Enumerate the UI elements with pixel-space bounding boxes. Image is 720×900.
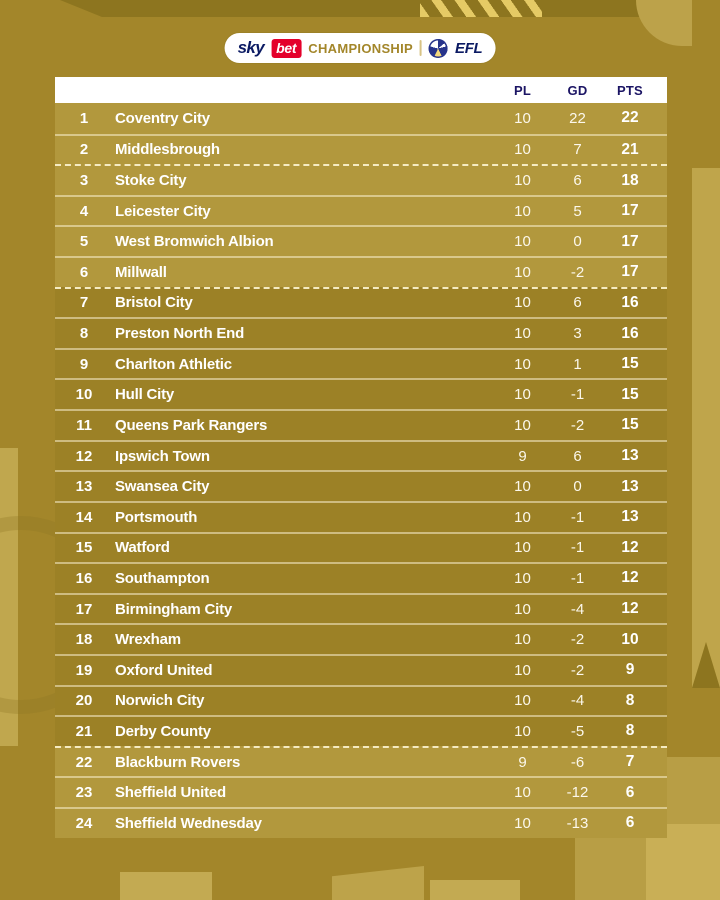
row-position: 7 [79, 294, 89, 312]
row-goal-difference: -12 [566, 784, 589, 802]
row-team-name: Queens Park Rangers [115, 416, 268, 434]
deco-top-corner [636, 0, 692, 46]
row-position: 12 [75, 447, 93, 465]
header-played: PL [513, 82, 531, 98]
efl-wordmark: EFL [454, 39, 483, 57]
sky-logo: sky [237, 38, 265, 57]
row-goal-difference: 5 [573, 202, 582, 220]
row-played: 10 [514, 325, 531, 343]
row-points: 12 [621, 538, 639, 556]
row-played: 10 [514, 508, 531, 526]
row-points: 16 [621, 293, 639, 311]
row-position: 22 [75, 753, 93, 771]
row-played: 10 [514, 631, 531, 649]
row-goal-difference: 22 [569, 109, 586, 127]
row-points: 17 [621, 232, 639, 250]
deco-bottom-bar [120, 872, 212, 900]
row-points: 17 [621, 263, 639, 281]
row-team-name: Southampton [115, 569, 210, 587]
row-played: 10 [514, 233, 531, 251]
row-points: 12 [621, 600, 639, 618]
row-played: 10 [514, 569, 531, 587]
row-position: 24 [75, 814, 93, 832]
row-points: 15 [621, 355, 639, 373]
row-team-name: Sheffield Wednesday [115, 814, 262, 832]
row-points: 10 [621, 630, 639, 648]
row-position: 17 [75, 600, 93, 618]
row-team-name: Preston North End [115, 325, 245, 343]
deco-top-stripes [420, 0, 542, 17]
table-body [55, 103, 667, 838]
deco-bottom-bar [430, 880, 520, 900]
row-position: 13 [75, 478, 93, 496]
row-points: 6 [625, 814, 635, 832]
row-goal-difference: 6 [573, 172, 582, 190]
table-row [55, 287, 667, 318]
table-row [55, 378, 667, 409]
table-row [55, 562, 667, 593]
row-goal-difference: -5 [570, 722, 585, 740]
row-points: 13 [621, 477, 639, 495]
row-points: 8 [625, 691, 635, 709]
row-position: 20 [75, 692, 93, 710]
row-points: 22 [621, 109, 639, 127]
row-goal-difference: 6 [573, 447, 582, 465]
row-team-name: West Bromwich Albion [115, 233, 274, 251]
header-goal-difference: GD [567, 82, 588, 98]
row-points: 17 [621, 202, 639, 220]
row-position: 5 [79, 233, 89, 251]
row-team-name: Charlton Athletic [115, 355, 232, 373]
table-row [55, 470, 667, 501]
row-position: 9 [79, 355, 89, 373]
row-team-name: Watford [115, 539, 170, 557]
header-points: PTS [617, 82, 643, 98]
row-team-name: Leicester City [115, 202, 211, 220]
league-table [55, 77, 667, 838]
row-team-name: Birmingham City [115, 600, 233, 618]
row-points: 12 [621, 569, 639, 587]
row-points: 15 [621, 385, 639, 403]
row-played: 10 [514, 722, 531, 740]
row-team-name: Sheffield United [115, 784, 226, 802]
row-played: 10 [514, 539, 531, 557]
row-team-name: Portsmouth [115, 508, 198, 526]
row-team-name: Oxford United [115, 661, 213, 679]
deco-bottom-bar [332, 866, 424, 900]
row-played: 10 [514, 141, 531, 159]
row-position: 10 [75, 386, 93, 404]
table-row [55, 685, 667, 716]
row-position: 14 [75, 508, 93, 526]
row-played: 10 [514, 814, 531, 832]
row-team-name: Coventry City [115, 109, 210, 127]
table-row [55, 195, 667, 226]
table-header-row [55, 77, 667, 103]
row-played: 10 [514, 386, 531, 404]
row-team-name: Derby County [115, 722, 211, 740]
table-row [55, 715, 667, 746]
row-position: 8 [79, 325, 89, 343]
row-points: 16 [621, 324, 639, 342]
row-goal-difference: -4 [570, 600, 585, 618]
table-row [55, 348, 667, 379]
row-position: 21 [75, 722, 93, 740]
row-goal-difference: -13 [566, 814, 589, 832]
row-goal-difference: 7 [573, 141, 582, 159]
row-played: 9 [518, 447, 527, 465]
row-goal-difference: 1 [573, 355, 582, 373]
row-played: 10 [514, 600, 531, 618]
row-goal-difference: -1 [570, 508, 585, 526]
table-row [55, 776, 667, 807]
row-goal-difference: -2 [570, 263, 585, 281]
row-team-name: Hull City [115, 386, 175, 404]
row-points: 13 [621, 508, 639, 526]
row-position: 16 [75, 569, 93, 587]
deco-right-strip [692, 168, 720, 688]
row-played: 10 [514, 478, 531, 496]
row-goal-difference: -1 [570, 569, 585, 587]
row-goal-difference: -2 [570, 661, 585, 679]
table-row [55, 746, 667, 777]
row-position: 23 [75, 784, 93, 802]
table-row [55, 532, 667, 563]
table-row [55, 807, 667, 838]
row-points: 15 [621, 416, 639, 434]
row-goal-difference: 0 [573, 233, 582, 251]
logo-divider [420, 40, 422, 56]
row-team-name: Bristol City [115, 294, 193, 312]
row-played: 10 [514, 692, 531, 710]
row-points: 8 [625, 722, 635, 740]
row-played: 10 [514, 263, 531, 281]
row-goal-difference: -6 [570, 753, 585, 771]
row-team-name: Norwich City [115, 692, 205, 710]
table-row [55, 440, 667, 471]
row-played: 10 [514, 661, 531, 679]
competition-name: CHAMPIONSHIP [308, 40, 413, 56]
row-team-name: Stoke City [115, 172, 187, 190]
row-points: 18 [621, 171, 639, 189]
table-row [55, 623, 667, 654]
row-played: 10 [514, 109, 531, 127]
table-row [55, 409, 667, 440]
row-team-name: Wrexham [115, 631, 181, 649]
row-goal-difference: -2 [570, 416, 585, 434]
row-goal-difference: 0 [573, 478, 582, 496]
row-position: 1 [79, 109, 89, 127]
row-points: 13 [621, 447, 639, 464]
table-row [55, 654, 667, 685]
row-played: 9 [518, 753, 527, 771]
row-goal-difference: 3 [573, 325, 582, 343]
row-position: 6 [79, 263, 89, 281]
row-team-name: Millwall [115, 263, 167, 281]
row-goal-difference: -1 [570, 539, 585, 557]
competition-logo [225, 33, 496, 63]
row-points: 9 [625, 661, 635, 679]
deco-top-band [60, 0, 645, 17]
table-row [55, 501, 667, 532]
table-row [55, 593, 667, 624]
row-played: 10 [514, 784, 531, 802]
row-position: 2 [79, 141, 89, 159]
row-goal-difference: -2 [570, 631, 585, 649]
row-position: 19 [75, 661, 93, 679]
row-position: 15 [75, 539, 93, 557]
row-points: 7 [625, 753, 635, 771]
row-team-name: Middlesbrough [115, 141, 220, 159]
row-played: 10 [514, 294, 531, 312]
table-row [55, 256, 667, 287]
row-goal-difference: -4 [570, 692, 585, 710]
row-team-name: Ipswich Town [115, 447, 210, 465]
efl-badge-icon [429, 39, 448, 58]
table-row [55, 134, 667, 165]
row-played: 10 [514, 202, 531, 220]
row-goal-difference: -1 [570, 386, 585, 404]
row-position: 4 [79, 202, 89, 220]
bet-logo: bet [271, 39, 301, 58]
row-points: 6 [625, 783, 635, 801]
row-played: 10 [514, 172, 531, 190]
table-row [55, 103, 667, 134]
table-row [55, 317, 667, 348]
row-played: 10 [514, 416, 531, 434]
row-position: 11 [76, 416, 92, 434]
table-row [55, 225, 667, 256]
table-row [55, 164, 667, 195]
row-played: 10 [514, 355, 531, 373]
row-position: 18 [75, 631, 93, 649]
row-goal-difference: 6 [573, 294, 582, 312]
row-position: 3 [79, 172, 89, 190]
row-team-name: Swansea City [115, 478, 210, 496]
row-team-name: Blackburn Rovers [115, 753, 241, 771]
row-points: 21 [621, 140, 639, 158]
